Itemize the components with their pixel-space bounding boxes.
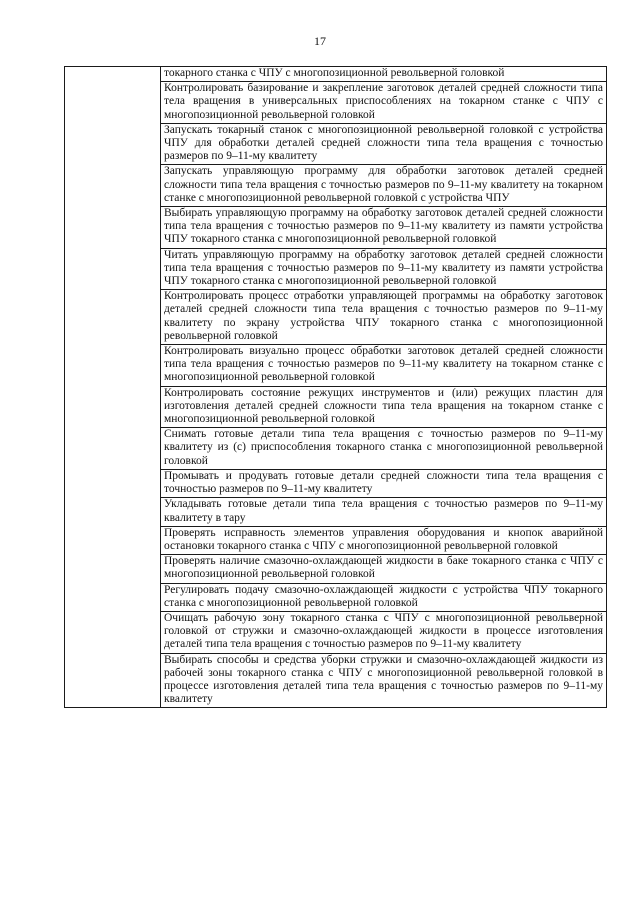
table-left-cell: [65, 67, 161, 708]
table-body: [65, 67, 607, 708]
table-cell: Контролировать базирование и закрепление заготовок деталей средней сложности типа тела вращения в универсальных приспособлениях на токарном станке с ЧПУ с многопозиционной револьверной головкой: [161, 82, 607, 124]
table-cell: Читать управляющую программу на обработку заготовок деталей средней сложности типа тела вращения с точностью размеров по 9–11-му квалитету из памяти устройства ЧПУ токарного станка с многопозиционной револьверной головкой: [161, 248, 607, 290]
table-cell: Проверять наличие смазочно-охлаждающей жидкости в баке токарного станка с ЧПУ с многопозиционной револьверной головкой: [161, 555, 607, 583]
table-cell: Снимать готовые детали типа тела вращения с точностью размеров по 9–11-му квалитету из (с) приспособления токарного станка с многопозиционной револьверной головкой: [161, 428, 607, 470]
table-cell: Выбирать способы и средства уборки стружки и смазочно-охлаждающей жидкости из рабочей зоны токарного станка с ЧПУ с многопозиционной револьверной головкой в процессе изготовления деталей типа тела вращения с точностью размеров по 9–11-му квалитету: [161, 653, 607, 708]
table-cell: токарного станка с ЧПУ с многопозиционной револьверной головкой: [161, 67, 607, 82]
table-cell: Контролировать состояние режущих инструментов и (или) режущих пластин для изготовления деталей средней сложности типа тела вращения на токарном станке с многопозиционной револьверной головкой: [161, 386, 607, 428]
table-cell: Запускать управляющую программу для обработки заготовок деталей средней сложности типа тела вращения с точностью размеров по 9–11-му квалитету на токарном станке с многопозиционной револьверной головкой с устройства ЧПУ: [161, 165, 607, 207]
table-cell: Контролировать процесс отработки управляющей программы на обработку заготовок деталей средней сложности типа тела вращения с точностью размеров по 9–11-му квалитету по экрану устройства ЧПУ токарного станка с многопозиционной револьверной головкой: [161, 290, 607, 345]
table-cell: Укладывать готовые детали типа тела вращения с точностью размеров по 9–11-му квалитету в тару: [161, 498, 607, 526]
table-cell: Очищать рабочую зону токарного станка с ЧПУ с многопозиционной револьверной головкой от стружки и смазочно-охлаждающей жидкости в процессе изготовления деталей типа тела вращения с точностью размеров по 9–11-му квалитету: [161, 611, 607, 653]
labor-actions-table: [64, 66, 607, 708]
table-row: [65, 67, 607, 82]
table-cell: Запускать токарный станок с многопозиционной револьверной головкой с устройства ЧПУ для обработки деталей средней сложности типа тела вращения с точностью размеров по 9–11-му квалитету: [161, 123, 607, 165]
table-cell: Проверять исправность элементов управления оборудования и кнопок аварийной остановки токарного станка с ЧПУ с многопозиционной револьверной головкой: [161, 526, 607, 554]
table-cell: Контролировать визуально процесс обработки заготовок деталей средней сложности типа тела вращения с точностью размеров по 9–11-му квалитету на токарном станке с многопозиционной револьверной головкой: [161, 345, 607, 387]
table-cell: Выбирать управляющую программу на обработку заготовок деталей средней сложности типа тела вращения с точностью размеров по 9–11-му квалитету из памяти устройства ЧПУ токарного станка с многопозиционной револьверной головкой: [161, 207, 607, 249]
page-number: 17: [314, 34, 326, 48]
table-cell: Регулировать подачу смазочно-охлаждающей жидкости с устройства ЧПУ токарного станка с многопозиционной револьверной головкой: [161, 583, 607, 611]
table-cell: Промывать и продувать готовые детали средней сложности типа тела вращения с точностью размеров по 9–11-му квалитету: [161, 469, 607, 497]
